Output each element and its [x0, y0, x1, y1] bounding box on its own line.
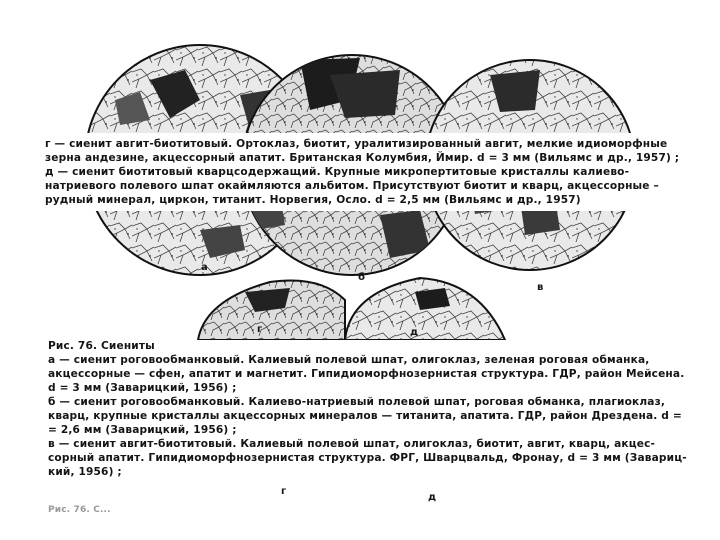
- caption-main-line-6: = 2,6 мм (Заварицкий, 1956) ;: [48, 424, 237, 436]
- label-a: а: [201, 262, 208, 273]
- caption-main-line-1: а — сиенит роговообманковый. Калиевый полевой шпат, олигоклаз, зеленая роговая обманка,: [48, 354, 650, 366]
- caption-main-line-5: кварц, крупные кристаллы акцессорных минералов — титанита, апатита. ГДР, район Дрездена. d =: [48, 410, 682, 422]
- caption-top-line-4: натриевого полевого шпат окаймляются альбитом. Присутствуют биотит и кварц, акцессорные –: [45, 180, 659, 192]
- label-b: б: [358, 272, 365, 283]
- micrograph-d: [198, 280, 345, 340]
- caption-top-line-1: г — сиенит авгит-биотитовый. Ортоклаз, биотит, уралитизированный авгит, мелкие идиоморфные: [45, 138, 668, 150]
- label-e: д: [410, 327, 419, 338]
- label-c: в: [537, 282, 544, 293]
- bottom-label-d: д: [428, 492, 437, 503]
- footer-fragment: Рис. 76. С...: [48, 505, 111, 515]
- caption-top-line-5: рудный минерал, циркон, титанит. Норвегия, Осло. d = 2,5 мм (Вильямс и др., 1957): [45, 194, 581, 206]
- caption-title: Рис. 76. Сиениты: [48, 340, 155, 352]
- caption-main-line-4: б — сиенит роговообманковый. Калиево-натриевый полевой шпат, роговая обманка, плагиоклаз,: [48, 396, 666, 408]
- caption-top-line-3: д — сиенит биотитовый кварцсодержащий. Крупные микропертитовые кристаллы калиево-: [45, 166, 630, 178]
- label-d: г: [257, 324, 263, 335]
- caption-top-line-2: зерна андезине, акцессорный апатит. Британская Колумбия, Ймир. d = 3 мм (Вильямс и др., 1957) ;: [45, 152, 680, 164]
- micrograph-e: [345, 278, 505, 340]
- caption-main-line-2: акцессорные — сфен, апатит и магнетит. Гипидиоморфнозернистая структура. ГДР, район Мейсена.: [48, 368, 685, 380]
- caption-main-line-7: в — сиенит авгит-биотитовый. Калиевый полевой шпат, олигоклаз, биотит, авгит, кварц, акцес-: [48, 438, 656, 450]
- caption-main-line-9: кий, 1956) ;: [48, 466, 122, 478]
- bottom-label-g: г: [281, 486, 287, 497]
- caption-main-line-3: d = 3 мм (Заварицкий, 1956) ;: [48, 382, 237, 394]
- caption-main-line-8: сорный апатит. Гипидиоморфнозернистая структура. ФРГ, Шварцвальд, Фронау, d = 3 мм (Завариц-: [48, 452, 687, 464]
